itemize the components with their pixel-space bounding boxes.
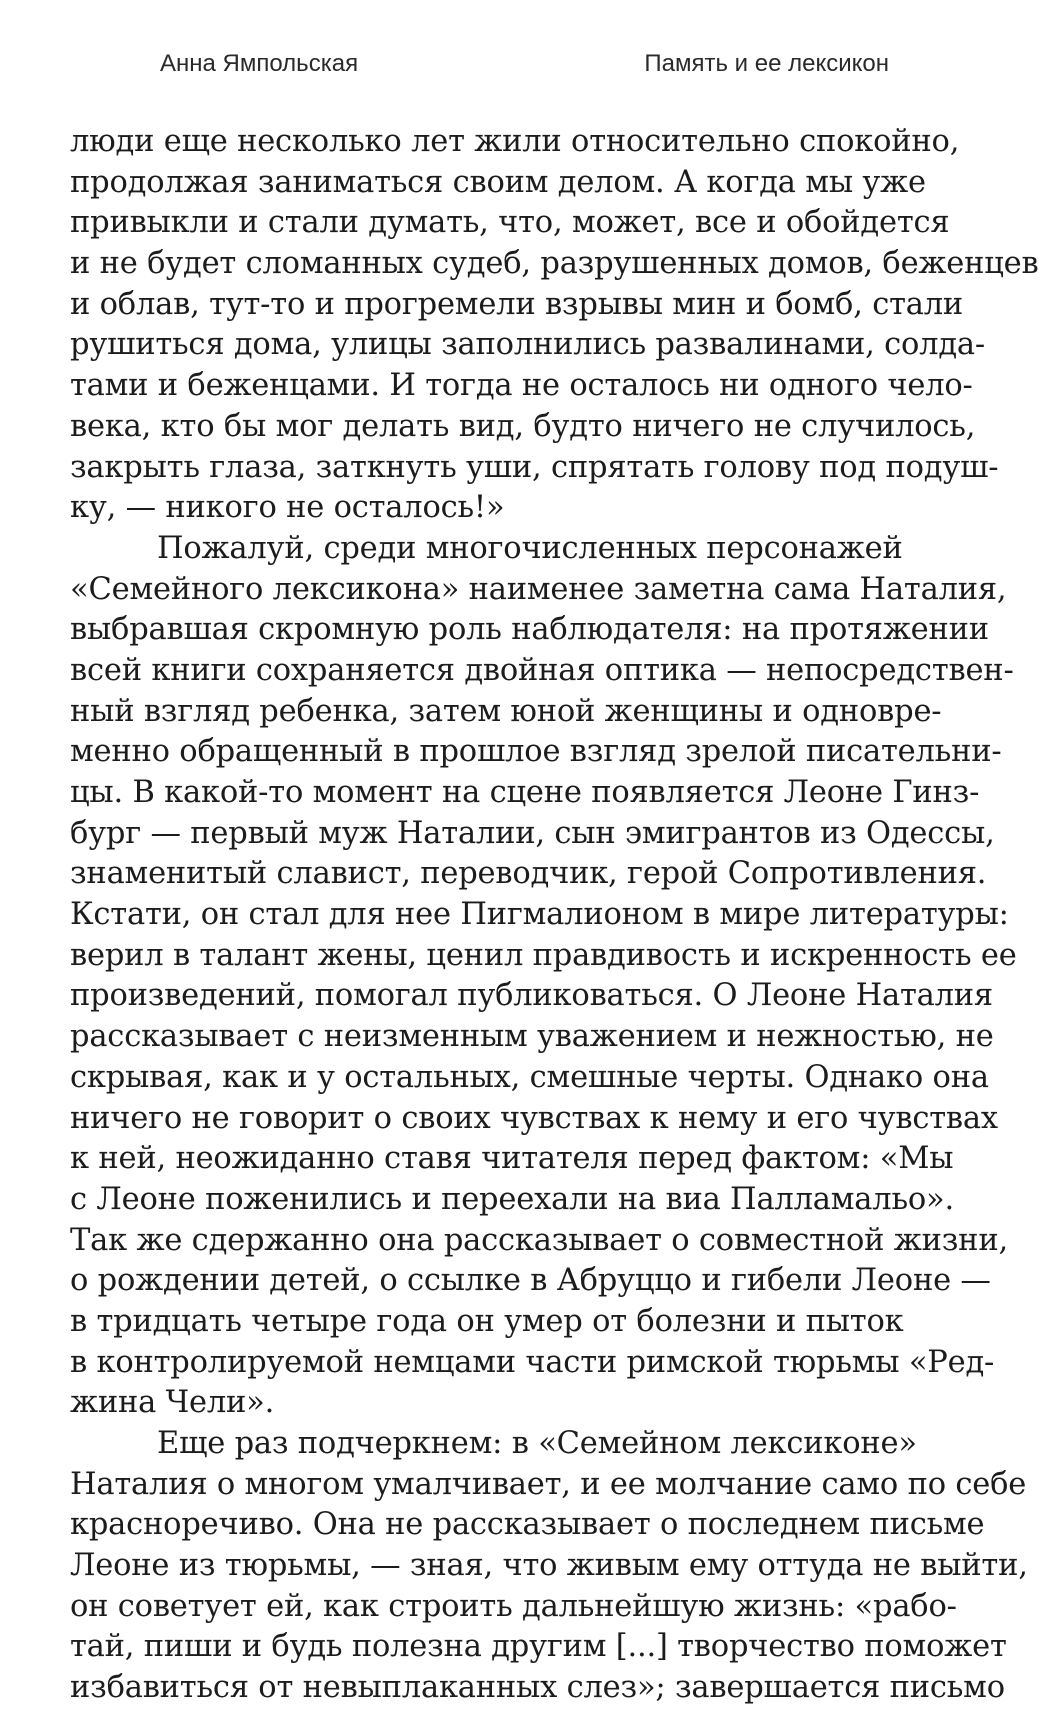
text-line: знаменитый славист, переводчик, герой Сопротивления.: [70, 856, 987, 892]
text-line: и не будет сломанных судеб, разрушенных домов, беженцев: [70, 246, 1039, 282]
text-line: произведений, помогал публиковаться. О Леоне Наталия: [70, 978, 993, 1014]
text-line: красноречиво. Она не рассказывает о последнем письме: [70, 1507, 985, 1543]
text-line: ку, — никого не осталось!»: [70, 490, 505, 526]
text-line: Еще раз подчеркнем: в «Семейном лексиконе»: [157, 1426, 917, 1461]
text-line: Леоне из тюрьмы, — зная, что живым ему оттуда не выйти,: [70, 1548, 1028, 1584]
text-line: жина Чели».: [70, 1385, 275, 1421]
text-line: в контролируемой немцами части римской тюрьмы «Ред-: [70, 1344, 995, 1380]
text-line: всей книги сохраняется двойная оптика — непосредствен-: [70, 652, 1014, 688]
text-line: привыкли и стали думать, что, может, все и обойдется: [70, 205, 950, 241]
header-author: Анна Ямпольская: [160, 50, 359, 77]
text-line: ный взгляд ребенка, затем юной женщины и одновре-: [70, 693, 942, 729]
text-line: верил в талант жены, ценил правдивость и искренность ее: [70, 937, 1017, 973]
text-line: он советует ей, как строить дальнейшую жизнь: «рабо-: [70, 1588, 957, 1624]
text-line: выбравшая скромную роль наблюдателя: на протяжении: [70, 612, 989, 648]
text-line: закрыть глаза, заткнуть уши, спрятать голову под подуш-: [70, 449, 999, 485]
text-line: Пожалуй, среди многочисленных персонажей: [157, 530, 903, 566]
text-line: к ней, неожиданно ставя читателя перед фактом: «Мы: [70, 1141, 954, 1177]
running-header: [160, 44, 889, 84]
text-line: тай, пиши и будь полезна другим [...] творчество поможет: [70, 1629, 1007, 1665]
text-line: избавиться от невыплаканных слез»; завершается письмо: [70, 1670, 1005, 1706]
text-line: бург — первый муж Наталии, сын эмигрантов из Одессы,: [70, 815, 995, 851]
text-line: Кстати, он стал для нее Пигмалионом в мире литературы:: [70, 897, 1009, 933]
text-line: ничего не говорит о своих чувствах к нему и его чувствах: [70, 1100, 998, 1136]
text-line: «Семейного лексикона» наименее заметна сама Наталия,: [70, 571, 1007, 607]
text-line: века, кто бы мог делать вид, будто ничего не случилось,: [70, 408, 976, 444]
paragraph: [70, 1424, 1028, 1709]
text-line: менно обращенный в прошлое взгляд зрелой писательни-: [70, 734, 1002, 770]
text-line: продолжая заниматься своим делом. А когда мы уже: [70, 164, 926, 200]
text-line: с Леоне поженились и переехали на виа Палламальо».: [70, 1181, 954, 1217]
text-line: цы. В какой-то момент на сцене появляется Леоне Гинз-: [70, 775, 980, 810]
text-line: о рождении детей, о ссылке в Абруццо и гибели Леоне —: [70, 1263, 991, 1299]
text-line: рушиться дома, улицы заполнились развалинами, солда-: [70, 327, 985, 363]
text-line: тами и беженцами. И тогда не осталось ни одного чело-: [70, 368, 973, 404]
text-line: и облав, тут-то и прогремели взрывы мин и бомб, стали: [70, 286, 964, 322]
body-text: [70, 122, 1039, 1709]
paragraph: [70, 529, 1017, 1424]
text-line: в тридцать четыре года он умер от болезни и пыток: [70, 1303, 904, 1339]
text-line: люди еще несколько лет жили относительно спокойно,: [70, 124, 960, 159]
text-line: Так же сдержанно она рассказывает о совместной жизни,: [70, 1222, 1008, 1258]
text-line: скрывая, как и у остальных, смешные черты. Однако она: [70, 1059, 989, 1095]
text-line: рассказывает с неизменным уважением и нежностью, не: [70, 1019, 994, 1055]
text-line: Наталия о многом умалчивает, и ее молчание само по себе: [70, 1466, 1027, 1502]
header-title: Память и ее лексикон: [644, 50, 889, 77]
paragraph: [70, 122, 1039, 529]
